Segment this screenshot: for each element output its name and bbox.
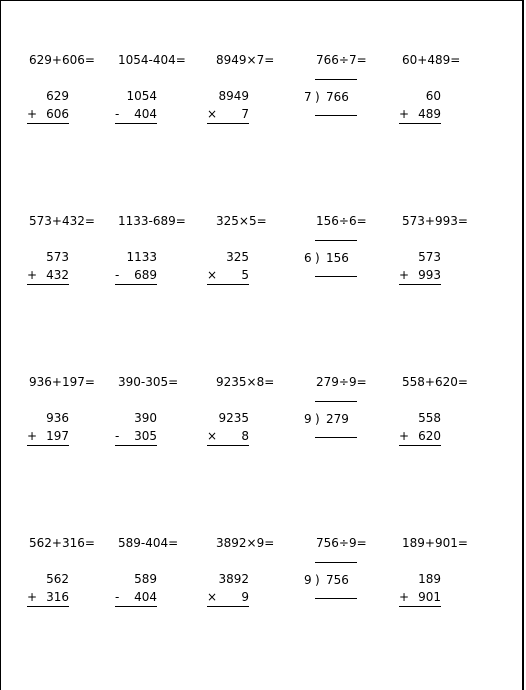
first-operand: 1054 [126,89,157,103]
problem [115,375,218,465]
first-operand: 573 [46,250,69,264]
answer-line [399,606,441,607]
long-division [304,240,364,280]
second-operand: 620 [418,429,441,443]
dividend: 766 [326,90,349,104]
long-division [304,562,364,602]
division-bar [315,562,357,563]
divisor: 6 [304,251,312,265]
long-division [304,79,364,119]
equation: 629+606= [29,53,95,67]
answer-line [207,606,249,607]
equation: 756÷9= [316,536,367,550]
operator: + [399,590,410,604]
dividend: 756 [326,573,349,587]
first-operand: 9235 [218,411,249,425]
equation: 766÷7= [316,53,367,67]
answer-line [207,123,249,124]
equation: 9235×8= [216,375,275,389]
problem [207,53,316,143]
answer-line [27,284,69,285]
answer-line [27,606,69,607]
division-bracket: ) [315,251,320,265]
equation: 325×5= [216,214,267,228]
problem [29,536,129,626]
equation: 573+993= [402,214,468,228]
first-operand: 562 [46,572,69,586]
second-operand: 404 [134,590,157,604]
dividend: 279 [326,412,349,426]
answer-line [207,445,249,446]
answer-line [27,123,69,124]
problem [207,375,316,465]
equation: 3892×9= [216,536,275,550]
answer-line [315,598,357,599]
operator: + [399,268,410,282]
second-operand: 8 [241,429,249,443]
second-operand: 404 [134,107,157,121]
division-bracket: ) [315,412,320,426]
first-operand: 629 [46,89,69,103]
second-operand: 993 [418,268,441,282]
equation: 8949×7= [216,53,275,67]
problem [399,53,502,143]
first-operand: 60 [425,89,441,103]
problem-row [0,375,526,465]
answer-line [315,276,357,277]
equation: 558+620= [402,375,468,389]
first-operand: 1133 [126,250,157,264]
first-operand: 936 [46,411,69,425]
first-operand: 8949 [218,89,249,103]
answer-line [399,284,441,285]
answer-line [115,606,157,607]
operator: - [115,107,120,121]
operator: × [207,590,218,604]
operator: + [399,429,410,443]
second-operand: 901 [418,590,441,604]
answer-line [115,445,157,446]
equation: 279÷9= [316,375,367,389]
problem [207,214,316,304]
operator: + [399,107,410,121]
second-operand: 689 [134,268,157,282]
second-operand: 197 [46,429,69,443]
division-bar [315,79,357,80]
equation: 1133-689= [118,214,186,228]
equation: 390-305= [118,375,179,389]
problem-row [0,214,526,304]
answer-line [315,437,357,438]
operator: × [207,107,218,121]
division-bracket: ) [315,573,320,587]
division-bracket: ) [315,90,320,104]
operator: + [27,268,38,282]
divisor: 9 [304,412,312,426]
second-operand: 606 [46,107,69,121]
operator: - [115,590,120,604]
answer-line [115,123,157,124]
problem [399,536,502,626]
problem [207,536,316,626]
problem [115,53,218,143]
equation: 1054-404= [118,53,186,67]
problem [399,214,502,304]
second-operand: 316 [46,590,69,604]
equation: 60+489= [402,53,461,67]
equation: 562+316= [29,536,95,550]
problem [29,375,129,465]
second-operand: 305 [134,429,157,443]
first-operand: 189 [418,572,441,586]
second-operand: 432 [46,268,69,282]
dividend: 156 [326,251,349,265]
long-division [304,401,364,441]
second-operand: 5 [241,268,249,282]
second-operand: 9 [241,590,249,604]
first-operand: 589 [134,572,157,586]
problem [29,214,129,304]
second-operand: 7 [241,107,249,121]
problem [115,536,218,626]
division-bar [315,240,357,241]
problem-row [0,53,526,143]
first-operand: 573 [418,250,441,264]
operator: × [207,268,218,282]
second-operand: 489 [418,107,441,121]
equation: 189+901= [402,536,468,550]
operator: × [207,429,218,443]
first-operand: 325 [226,250,249,264]
first-operand: 390 [134,411,157,425]
first-operand: 558 [418,411,441,425]
division-problem [304,375,404,465]
divisor: 7 [304,90,312,104]
answer-line [27,445,69,446]
answer-line [315,115,357,116]
answer-line [115,284,157,285]
division-problem [304,214,404,304]
operator: + [27,107,38,121]
problem [115,214,218,304]
answer-line [207,284,249,285]
answer-line [399,123,441,124]
answer-line [399,445,441,446]
operator: - [115,429,120,443]
division-bar [315,401,357,402]
division-problem [304,53,404,143]
problem-row [0,536,526,626]
divisor: 9 [304,573,312,587]
equation: 936+197= [29,375,95,389]
equation: 156÷6= [316,214,367,228]
operator: + [27,429,38,443]
division-problem [304,536,404,626]
operator: + [27,590,38,604]
equation: 589-404= [118,536,179,550]
first-operand: 3892 [218,572,249,586]
problem [399,375,502,465]
operator: - [115,268,120,282]
equation: 573+432= [29,214,95,228]
problem [29,53,129,143]
